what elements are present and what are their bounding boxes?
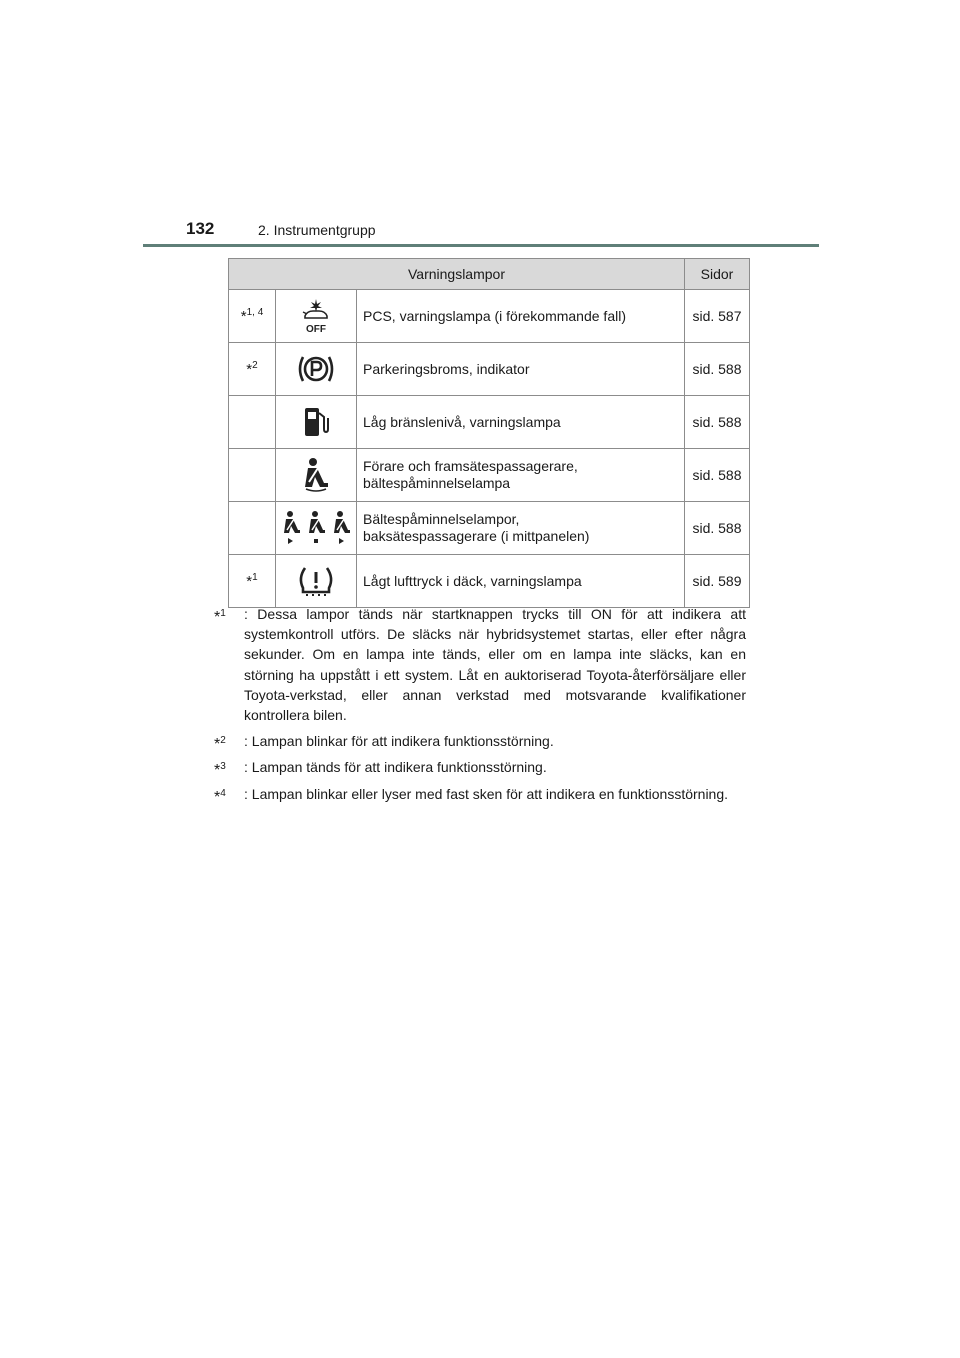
footnote-ref: [229, 502, 276, 555]
pcs-off-icon: [276, 290, 357, 343]
col-header-lamps: Varningslampor: [229, 259, 685, 290]
page-reference: sid. 588: [685, 502, 750, 555]
page-reference: sid. 588: [685, 396, 750, 449]
page-reference: sid. 588: [685, 449, 750, 502]
footnote-1: *$^1$ : Dessa lampor tänds när startknappen trycks till ON för att indikera att systemkontroll utförs. De släcks när hybridsystemet startas, eller efter några sekunder. Om en lampa inte tänds, eller om en lampa inte släcks, kan en störning ha uppstått i ett system. Låt en auktoriserad Toyota-återförsäljare eller Toyota-verkstad, eller annan verkstad med motsvarande kvalifikationer kontrollera bilen.: [214, 606, 746, 724]
table-row: [229, 449, 750, 502]
footnote-ref: *1, 4: [229, 290, 276, 343]
footnote-4: *$^4$ : Lampan blinkar eller lyser med fast sken för att indikera en funktionsstörning.: [214, 785, 729, 806]
page-reference: sid. 587: [685, 290, 750, 343]
footnote-3: *$^3$ : Lampan tänds för att indikera funktionsstörning.: [214, 759, 547, 780]
svg-text:OFF: OFF: [306, 324, 326, 335]
header-rule: [143, 244, 819, 247]
fuel-pump-icon: [276, 396, 357, 449]
table-row: [229, 290, 750, 343]
table-row: [229, 396, 750, 449]
footnote-ref: *1: [229, 555, 276, 608]
lamp-description: Låg bränslenivå, varningslampa: [357, 396, 685, 449]
page-number: 132: [186, 219, 215, 238]
footnotes: [214, 604, 746, 810]
warning-lamps-table: [228, 258, 750, 608]
tire-pressure-icon: [276, 555, 357, 608]
section-title: 2. Instrumentgrupp: [258, 222, 376, 238]
lamp-description: Förare och framsätespassagerare, bältespåminnelselampa: [357, 449, 685, 502]
footnote-ref: [229, 396, 276, 449]
table-header-row: [229, 259, 750, 290]
rear-seatbelts-icon: [276, 502, 357, 555]
footnote-2: *$^2$ : Lampan blinkar för att indikera funktionsstörning.: [214, 733, 554, 754]
lamp-description: PCS, varningslampa (i förekommande fall): [357, 290, 685, 343]
lamp-description: Lågt lufttryck i däck, varningslampa: [357, 555, 685, 608]
page-reference: sid. 589: [685, 555, 750, 608]
lamp-description: Bältespåminnelselampor, baksätespassagerare (i mittpanelen): [357, 502, 685, 555]
parking-brake-icon: [276, 343, 357, 396]
col-header-pages: Sidor: [685, 259, 750, 290]
footnote-ref: [229, 449, 276, 502]
footnote-ref: *2: [229, 343, 276, 396]
table-row: [229, 555, 750, 608]
page-reference: sid. 588: [685, 343, 750, 396]
lamp-description: Parkeringsbroms, indikator: [357, 343, 685, 396]
table-row: [229, 343, 750, 396]
table-row: [229, 502, 750, 555]
seatbelt-icon: [276, 449, 357, 502]
